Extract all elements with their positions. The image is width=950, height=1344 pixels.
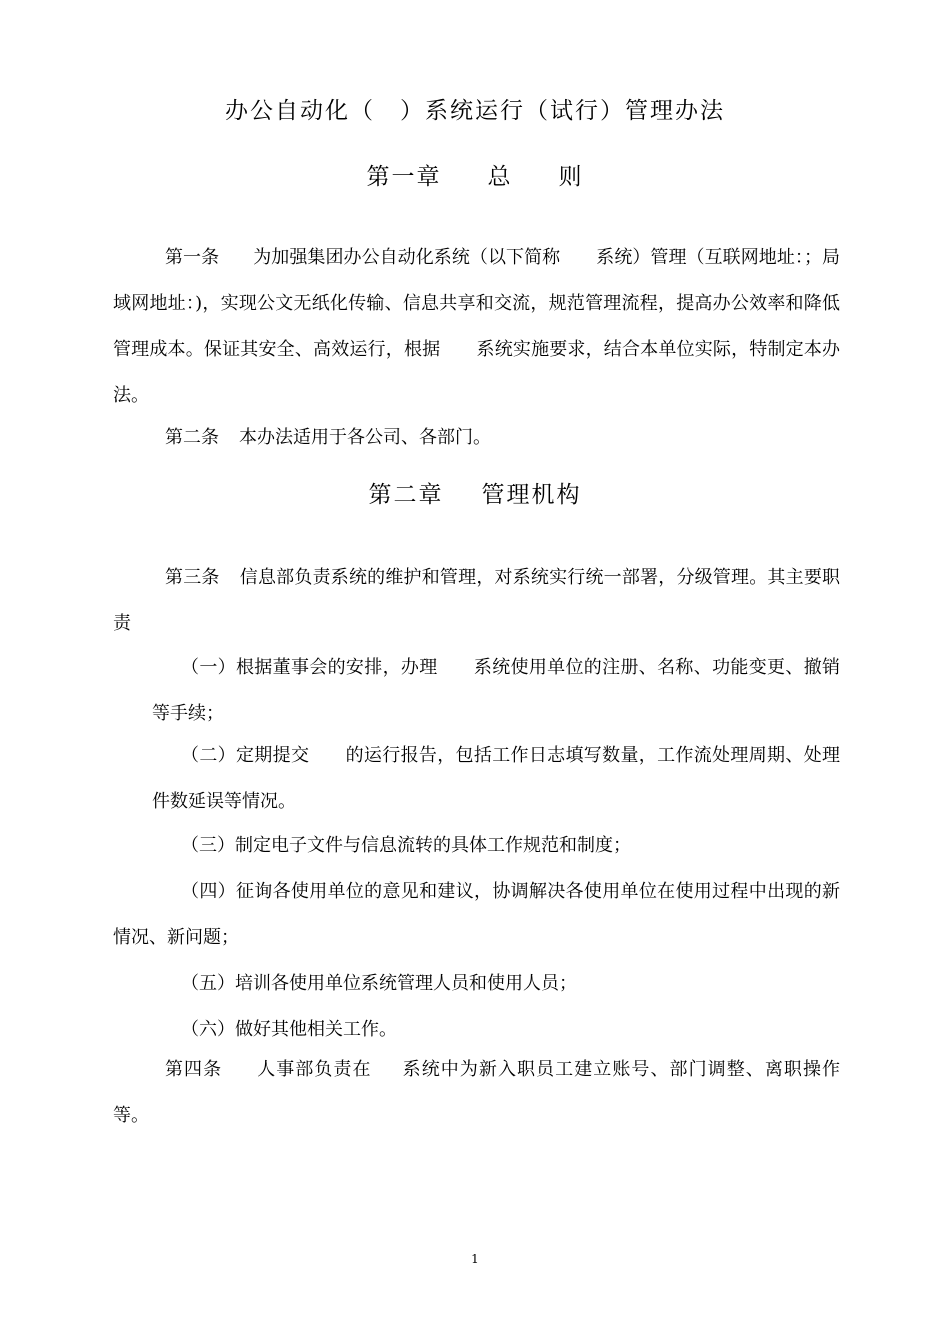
list-item-3-text: 制定电子文件与信息流转的具体工作规范和制度； xyxy=(235,835,631,856)
page-number: 1 xyxy=(471,1252,479,1266)
article-1 xyxy=(113,235,840,419)
chapter-1-prefix: 第一章 xyxy=(366,164,442,190)
article-2-text: 本办法适用于各公司、各部门。 xyxy=(239,427,491,448)
list-item-1-part2: 系统使用单位的注册、名称、功能变更、撤销等手续； xyxy=(152,657,841,724)
list-item-2 xyxy=(113,733,840,825)
article-4-label: 第四条 xyxy=(165,1059,223,1080)
chapter-1-name-a: 总 xyxy=(487,164,513,190)
list-item-4 xyxy=(113,869,840,961)
article-1-part1: 为加强集团办公自动化系统（以下简称 xyxy=(253,247,561,268)
list-item-6-text: 做好其他相关工作。 xyxy=(235,1019,397,1040)
article-1-part3: 系统实施要求，结合本单位实际，特制定本办法。 xyxy=(113,339,841,406)
list-item-5-num: （五） xyxy=(181,973,235,994)
chapter-2-prefix: 第二章 xyxy=(368,482,444,508)
document-title: 办公自动化（ ）系统运行（试行）管理办法 xyxy=(225,98,725,124)
article-4-part2: 系统中为新入职员工建立账号、部门调整、离职操作等。 xyxy=(113,1059,841,1126)
list-item-3-num: （三） xyxy=(181,835,235,856)
list-item-2-part1: 定期提交 xyxy=(235,745,310,766)
article-3-label: 第三条 xyxy=(165,567,220,588)
list-item-4-text: 征询各使用单位的意见和建议，协调解决各使用单位在使用过程中出现的新情况、新问题； xyxy=(113,881,841,948)
list-item-4-num: （四） xyxy=(181,881,236,902)
article-1-label: 第一条 xyxy=(165,247,220,268)
chapter-2-name: 管理机构 xyxy=(481,482,582,508)
chapter-2-heading xyxy=(0,478,950,512)
article-2-label: 第二条 xyxy=(165,427,219,448)
list-item-5 xyxy=(113,961,840,1007)
article-4 xyxy=(113,1047,840,1139)
article-3-text: 信息部负责系统的维护和管理，对系统实行统一部署，分级管理。其主要职责 xyxy=(113,567,841,634)
article-1-part2: 系统）管理（互联网地址：；局域网地址：)，实现公文无纸化传输、信息共享和交流，规范管理流程，提高办公效率和降低管理成本。保证其安全、高效运行，根据 xyxy=(113,247,841,360)
article-4-part1: 人事部负责在 xyxy=(256,1059,372,1080)
list-item-1-num: （一） xyxy=(181,657,236,678)
list-item-1-part1: 根据董事会的安排，办理 xyxy=(235,657,438,678)
list-item-2-num: （二） xyxy=(181,745,236,766)
article-3 xyxy=(113,555,840,647)
chapter-1-name-b: 则 xyxy=(558,164,584,190)
list-item-5-text: 培训各使用单位系统管理人员和使用人员； xyxy=(235,973,577,994)
list-item-1 xyxy=(113,645,840,737)
list-item-2-part2: 的运行报告，包括工作日志填写数量，工作流处理周期、处理件数延误等情况。 xyxy=(152,745,841,812)
article-2 xyxy=(113,415,840,461)
list-item-3 xyxy=(113,823,840,869)
chapter-1-heading xyxy=(0,160,950,194)
list-item-6-num: （六） xyxy=(181,1019,235,1040)
